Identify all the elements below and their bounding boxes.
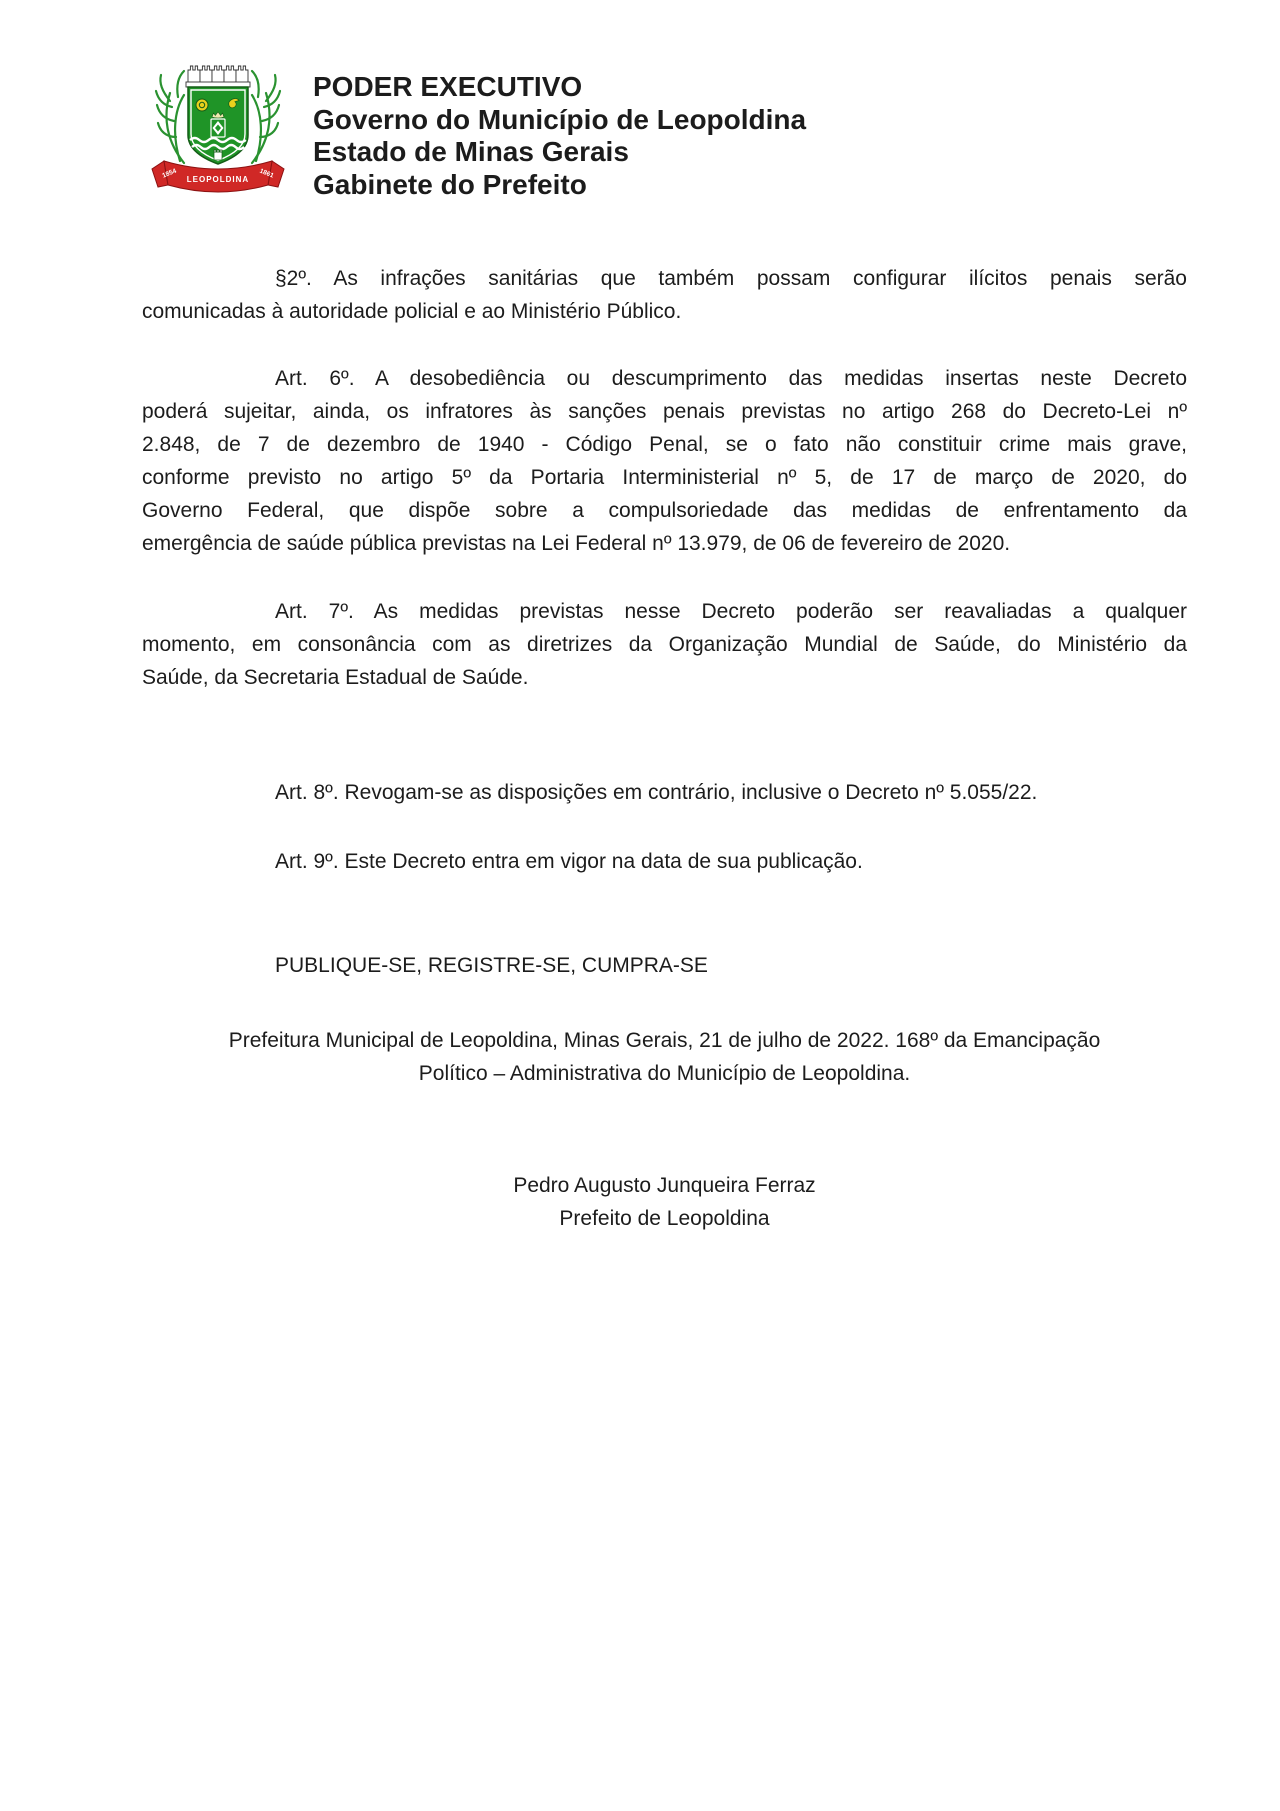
paragraph-art7-line2: momento, em consonância com as diretrizes da Organização Mundial de Saúde, do Ministério da: [142, 633, 1187, 656]
gear-emblem-icon: [196, 99, 208, 111]
letterhead-office: Gabinete do Prefeito: [313, 168, 587, 200]
dateline-line2: Político – Administrativa do Município de Leopoldina.: [418, 1062, 911, 1085]
letterhead: [313, 71, 806, 201]
paragraph-art8: [142, 776, 1187, 809]
ribbon-year-left: 1854: [161, 167, 178, 180]
publication-order: [142, 949, 1187, 982]
paragraph-art9-line1: Art. 9º. Este Decreto entra em vigor na data de sua publicação.: [275, 850, 863, 873]
shield-icon: [188, 87, 248, 164]
paragraph-s2: [142, 262, 1187, 328]
letterhead-government: Governo do Município de Leopoldina: [313, 103, 807, 135]
dateline: [142, 1024, 1187, 1090]
mural-crown-icon: [186, 66, 250, 87]
ribbon-icon: [152, 161, 284, 192]
letterhead-branch: PODER EXECUTIVO: [313, 71, 583, 102]
paragraph-art6-line2: poderá sujeitar, ainda, os infratores às sanções penais previstas no artigo 268 do Decreto-Lei nº: [142, 400, 1187, 423]
paragraph-art7-line1: Art. 7º. As medidas previstas nesse Decreto poderão ser reavaliadas a qualquer: [275, 600, 1187, 623]
paragraph-s2-line2: comunicadas à autoridade policial e ao Ministério Público.: [142, 300, 682, 323]
decree-body: [142, 262, 1187, 1235]
letterhead-state: Estado de Minas Gerais: [313, 136, 629, 167]
signature-title: Prefeito de Leopoldina: [559, 1207, 770, 1230]
paragraph-art6: [142, 362, 1187, 560]
paragraph-art7: [142, 595, 1187, 694]
sugarcane-right-icon: [252, 71, 280, 163]
paragraph-art6-line1: Art. 6º. A desobediência ou descumprimento das medidas insertas neste Decreto: [275, 367, 1187, 390]
small-tower-icon: [214, 150, 222, 160]
publication-order-line: PUBLIQUE-SE, REGISTRE-SE, CUMPRA-SE: [275, 954, 708, 977]
ribbon-city-name: LEOPOLDINA: [186, 175, 250, 184]
dateline-line1: Prefeitura Municipal de Leopoldina, Minas Gerais, 21 de julho de 2022. 168º da Emancipação: [228, 1029, 1101, 1052]
sugarcane-left-icon: [156, 71, 184, 163]
paragraph-art7-line3: Saúde, da Secretaria Estadual de Saúde.: [142, 666, 529, 689]
paragraph-art6-line6: emergência de saúde pública previstas na Lei Federal nº 13.979, de 06 de fevereiro de 2020.: [142, 532, 1011, 555]
paragraph-art6-line4: conforme previsto no artigo 5º da Portaria Interministerial nº 5, de 17 de março de 2020, do: [142, 466, 1187, 489]
ribbon-year-right: 1861: [258, 167, 275, 180]
signature-block: [142, 1169, 1187, 1235]
leopoldina-coat-of-arms-icon: [148, 60, 288, 202]
paragraph-art6-line3: 2.848, de 7 de dezembro de 1940 - Código Penal, se o fato não constituir crime mais grave,: [142, 433, 1187, 456]
paragraph-art9: [142, 845, 1187, 878]
paragraph-art6-line5: Governo Federal, que dispõe sobre a compulsoriedade das medidas de enfrentamento da: [142, 499, 1187, 522]
signature-name: Pedro Augusto Junqueira Ferraz: [513, 1174, 816, 1197]
paragraph-art8-line1: Art. 8º. Revogam-se as disposições em contrário, inclusive o Decreto nº 5.055/22.: [275, 781, 1038, 804]
paragraph-s2-line1: §2º. As infrações sanitárias que também possam configurar ilícitos penais serão: [275, 267, 1187, 290]
